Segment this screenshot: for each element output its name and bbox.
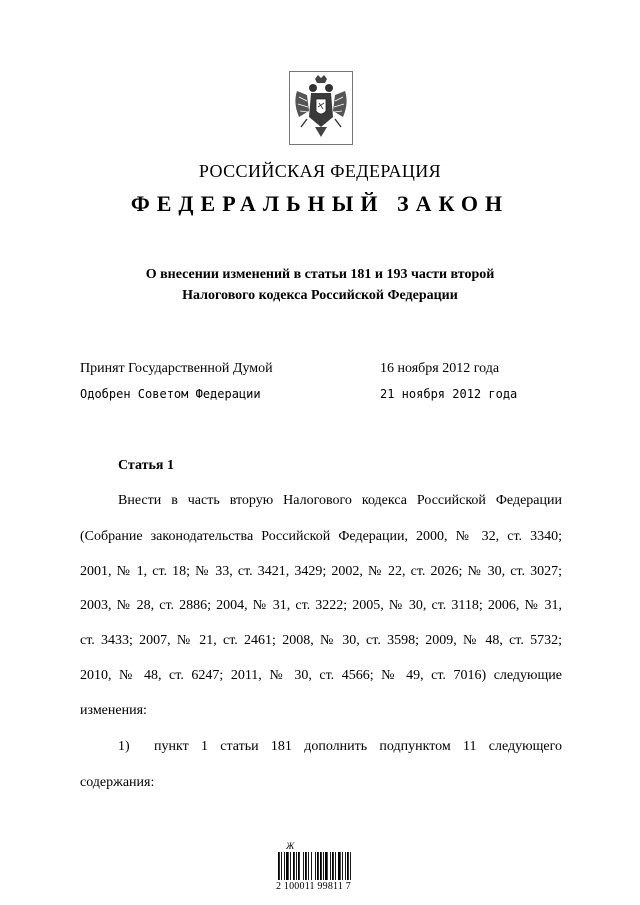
- adoption-label: Принят Государственной Думой: [80, 361, 273, 376]
- paragraph-line: (Собрание законодательства Российской Федерации, 2000, № 32, ст. 3340;: [80, 529, 562, 544]
- law-title-line: О внесении изменений в статьи 181 и 193 части второй: [145, 267, 495, 282]
- list-item-text: пункт 1 статьи 181 дополнить подпунктом 11 следующего: [154, 739, 562, 754]
- adoption-date: 21 ноября 2012 года: [380, 387, 518, 401]
- list-item-continuation: содержания:: [80, 775, 155, 790]
- law-title: [0, 264, 640, 306]
- barcode: [276, 841, 376, 893]
- barcode-mark: Ж: [286, 841, 295, 851]
- law-title-line: Налогового кодекса Российской Федерации: [182, 288, 458, 303]
- adoption-label: Одобрен Советом Федерации: [80, 387, 261, 401]
- country-name: РОССИЙСКАЯ ФЕДЕРАЦИЯ: [198, 161, 442, 181]
- list-item-number: 1): [118, 739, 130, 754]
- paragraph-line: изменения:: [80, 703, 147, 718]
- paragraph-line: 2001, № 1, ст. 18; № 33, ст. 3421, 3429; 2002, № 22, ст. 2026; № 30, ст. 3027;: [80, 564, 562, 579]
- barcode-icon: [276, 852, 376, 880]
- paragraph-line: 2003, № 28, ст. 2886; 2004, № 31, ст. 3222; 2005, № 30, ст. 3118; 2006, № 31,: [80, 598, 562, 613]
- paragraph-line: ст. 3433; 2007, № 21, ст. 2461; 2008, № 30, ст. 3598; 2009, № 48, ст. 5732;: [80, 633, 562, 648]
- article-heading: Статья 1: [118, 458, 174, 473]
- document-type: ФЕДЕРАЛЬНЫЙ ЗАКОН: [130, 191, 510, 216]
- adoption-date: 16 ноября 2012 года: [380, 361, 500, 376]
- paragraph-line: Внести в часть вторую Налогового кодекса Российской Федерации: [118, 493, 562, 508]
- coat-of-arms-icon: [289, 71, 353, 145]
- barcode-number: 2 100011 99811 7: [276, 881, 351, 892]
- paragraph-line: 2010, № 48, ст. 6247; 2011, № 30, ст. 4566; № 49, ст. 7016) следующие: [80, 668, 562, 683]
